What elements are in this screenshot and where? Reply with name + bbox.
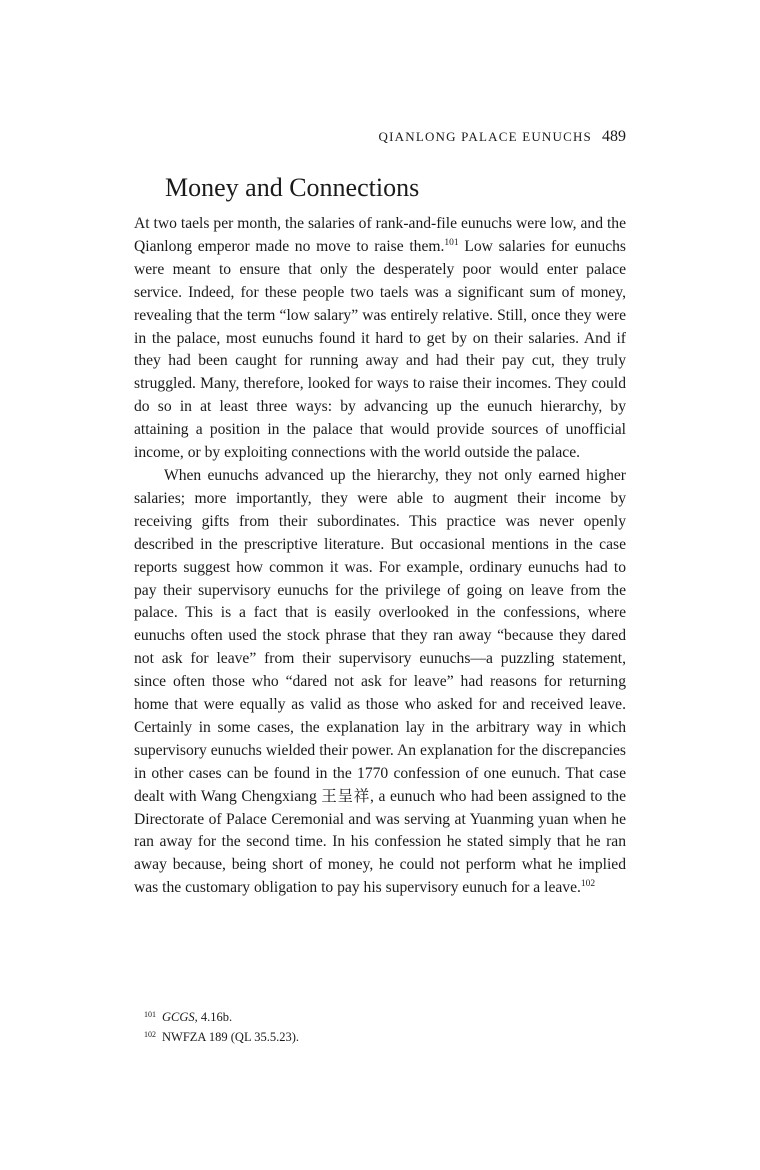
footnotes — [144, 1006, 624, 1046]
footnote-ref-102: 102 — [580, 879, 596, 890]
footnote-text: NWFZA 189 (QL 35.5.23). — [162, 1030, 300, 1044]
footnote-number: 101 — [144, 1010, 156, 1019]
running-head — [134, 128, 626, 146]
paragraph-1-text-a: At two taels per month, the salaries of rank-and-file eunuchs were low, and the Qianlong emperor made no move to raise them. — [134, 215, 626, 255]
body-text — [134, 213, 626, 900]
paragraph-1 — [134, 213, 626, 465]
page-number: 489 — [602, 128, 626, 145]
paragraph-1-text-b: Low salaries for eunuchs were meant to ensure that only the desperately poor would enter palace service. Indeed, for these people two taels was a significant sum of money, revealing that the term “low salary” was entirely relative. Still, once they were in the palace, most eunuchs found it hard to get by on their salaries. And if they had been caught for running away and had their pay cut, they truly struggled. Many, therefore, looked for ways to raise their incomes. They could do so in at least three ways: by advancing up the eunuch hierarchy, by attaining a position in the palace that would provide sources of unofficial income, or by exploiting connections with the world outside the palace. — [134, 237, 626, 462]
paragraph-2-text: When eunuchs advanced up the hierarchy, they not only earned higher salaries; more importantly, they were able to augment their income by receiving gifts from their subordinates. This practice was never openly described in the prescriptive literature. But occasional mentions in the case reports suggest how common it was. For example, ordinary eunuchs had to pay their supervisory eunuchs for the privilege of going on leave from the palace. This is a fact that is easily overlooked in the confessions, where eunuchs often used the stock phrase that they ran away “because they dared not ask for leave” from their supervisory eunuchs—a puzzling statement, since often those who “dared not ask for leave” had reasons for returning home that were equally as valid as those who asked for and received leave. Certainly in some cases, the explanation lay in the arbitrary way in which supervisory eunuchs wielded their power. An explanation for the discrepancies in other cases can be found in the 1770 confession of one eunuch. That case dealt with Wang Chengxiang 王呈祥, a eunuch who had been assigned to the Directorate of Palace Ceremonial and was serving at Yuanming yuan when he ran away for the second time. In his confession he stated simply that he ran away because, being short of money, he could not perform what he implied was the customary obligation to pay his supervisory eunuch for a leave. — [134, 466, 626, 897]
footnote-102 — [144, 1026, 624, 1046]
section-title: Money and Connections — [165, 173, 420, 202]
running-title: QIANLONG PALACE EUNUCHS — [378, 129, 592, 144]
footnote-source: GCGS — [162, 1010, 195, 1024]
footnote-ref-101: 101 — [444, 237, 459, 248]
footnote-number: 102 — [144, 1030, 156, 1039]
footnote-101 — [144, 1006, 624, 1026]
paragraph-2 — [134, 465, 626, 900]
footnote-text: , 4.16b. — [194, 1010, 233, 1024]
